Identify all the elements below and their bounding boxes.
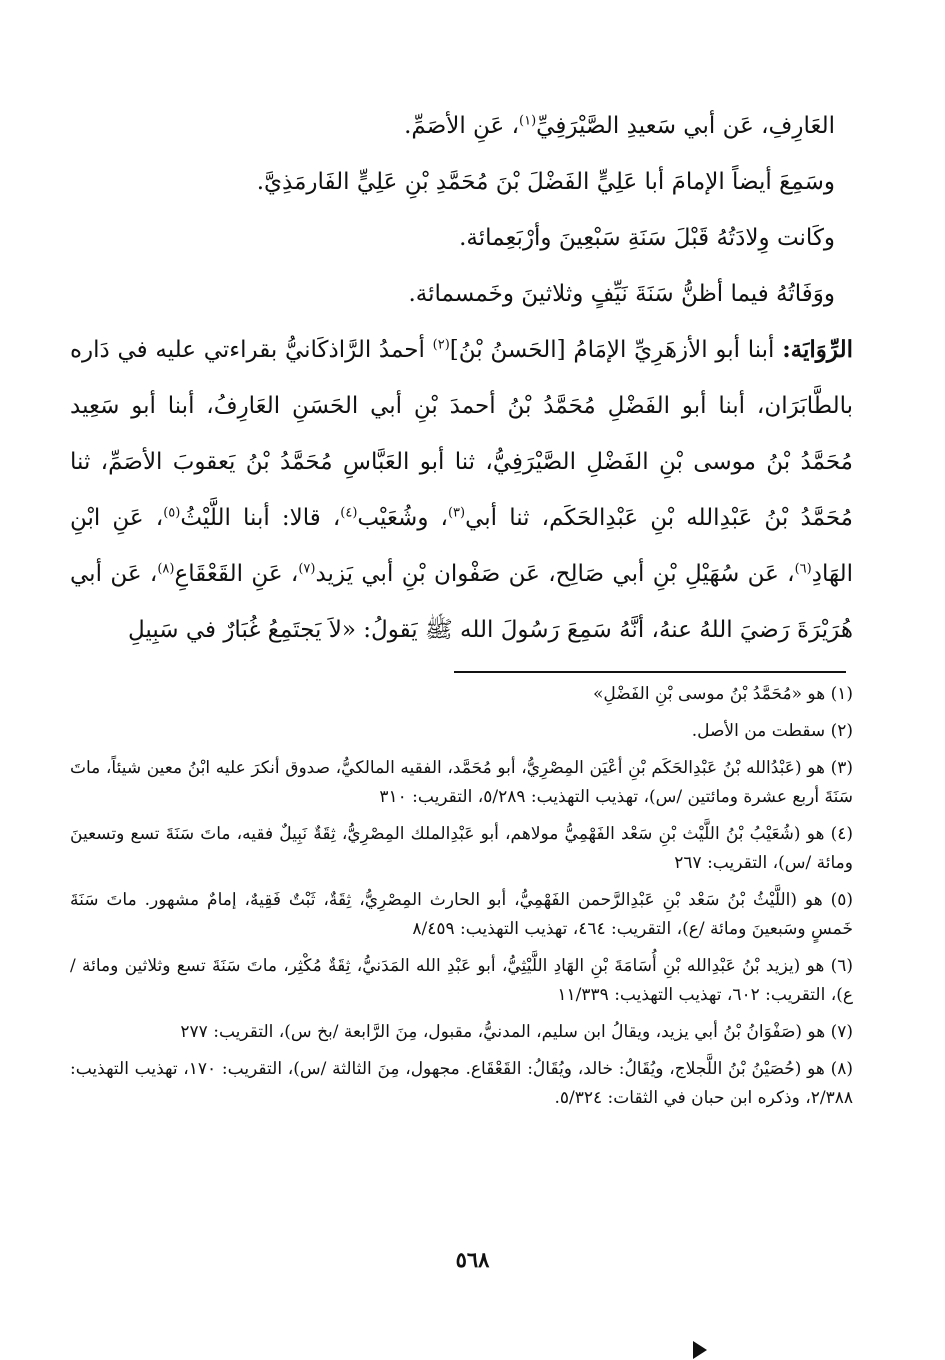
text-segment: ، وشُعَيْب <box>357 505 448 531</box>
footnote-6: (٦) هو (يزيد بْنُ عَبْدِالله بْنِ أُسَامَةَ بْنِ الهَادِ اللَّيْثِيُّ، أبو عَبْدِ الله المَدَنيُّ، ثِقَةٌ مُكْثِر، ماتَ سَنَةَ تسع وثلاثين ومائة /ع)، التقريب: ٦٠٢، تهذيب التهذيب: ١١/٣٣٩ <box>70 956 853 1005</box>
footnote-4: (٤) هو (شُعَيْبُ بْنُ اللَّيْث بْنِ سَعْد الفَهْمِيُّ مولاهم، أبو عَبْدِالملك المِصْرِيُّ، ثِقَةٌ نَبِيلٌ فقيه، ماتَ سَنَةَ تسع وتسعينَ ومائة /س)، التقريب: ٢٦٧ <box>70 824 853 873</box>
arrow-mark-icon <box>693 1341 707 1359</box>
footnotes <box>70 680 853 1121</box>
footnote-reference: (٢) <box>432 337 450 353</box>
footnote-reference: (٤) <box>340 505 358 521</box>
main-text <box>70 98 853 658</box>
text-segment: ، عَن سُهَيْلِ بْنِ أبي صَالِح، عَن صَفْوان بْنِ أبي يَزيد <box>315 561 795 587</box>
footnote-reference: (٧) <box>298 561 316 577</box>
footnote-reference: (٣) <box>447 505 466 521</box>
text-segment: العَارِفِ، عَن أبي سَعيدِ الصَّيْرَفِيِّ <box>536 113 835 139</box>
footnote-reference: (٥) <box>163 505 181 521</box>
text-segment: أحمدُ الرَّاذكَانيُّ بقراءتي عليه في دَاره بالطَّابَرَان، أبنا أبو الفَضْلِ مُحَمَّدُ بْنُ أحمدَ بْنِ أبي الحَسَنِ العَارِفُ، أبنا أبو سَعِيد مُحَمَّدُ بْنُ موسى بْنِ الفَضْلِ الصَّيْرَفِيُّ، ثنا أبو العَبَّاسِ مُحَمَّدُ بْنُ يَعقوبَ الأصَمِّ، ثنا مُحَمَّدُ بْنُ عَبْدِالله بْنِ عَبْدِالحَكَم، ثنا أبي <box>70 337 853 531</box>
text-segment: ، عَنِ ابْنِ الهَادِ <box>70 505 853 587</box>
riwaya-paragraph <box>70 322 853 658</box>
footnote-5: (٥) هو (اللَّيْثُ بْنُ سَعْد بْنِ عَبْدِالرَّحمن الفَهْمِيُّ، أبو الحارث المِصْرِيُّ، ثِقَةٌ، ثَبْتٌ فَقِيهٌ، إمامٌ مشهور. ماتَ سَنَةَ خَمسٍ وسَبعينَ ومائة /ع)، التقريب: ٤٦٤، تهذيب التهذيب: ٨/٤٥٩ <box>70 890 853 939</box>
text-segment: أبنا أبو الأزهَرِيِّ الإمَامُ [الحَسنُ بْنُ] <box>449 337 783 363</box>
footnote-7: (٧) هو (صَفْوَانُ بْنُ أبي يزيد، ويقالُ ابن سليم، المدنيُّ، مقبول، مِنَ الرَّابعة /بخ س)، التقريب: ٢٧٧ <box>180 1022 853 1042</box>
text-segment: ، عَن أبي هُرَيْرَةَ رَضيَ اللهُ عنهُ، أنَّهُ سَمِعَ رَسُولَ الله ﷺ يَقولُ: «لاَ يَجتَمِعُ غُبَارٌ في سَبِيلِ <box>70 561 853 643</box>
footnote-reference: (٨) <box>157 561 175 577</box>
footnote-8: (٨) هو (حُصَيْنُ بْنُ اللَّجلاج، ويُقَالُ: خالد، ويُقَالُ: القَعْقَاع. مجهول، مِنَ الثالثة /س)، التقريب: ١٧٠، تهذيب التهذيب: ٢/٣٨٨، وذكره ابن حبان في الثقات: ٥/٣٢٤. <box>70 1059 853 1108</box>
footnote-2: (٢) سقطت من الأصل. <box>691 721 853 741</box>
footnote-reference: (١) <box>519 113 537 129</box>
footnote-divider <box>454 671 846 673</box>
footnote-3: (٣) هو (عَبْدُالله بْنُ عَبْدِالحَكَم بْنِ أعْيَن المِصْرِيُّ، أبو مُحَمَّد، الفقيه المالكيُّ، صدوق أنكرَ عليه ابْنُ معين شيئاً، ماتَ سَنَةَ أربع عشرة ومائتين /س)، تهذيب التهذيب: ٥/٢٨٩، التقريب: ٣١٠ <box>70 758 853 807</box>
text-line-4: ووَفَاتُهُ فيما أظنُّ سَنَةَ نَيِّفٍ وثلاثينَ وخَمسمائة. <box>408 281 835 307</box>
text-line-1 <box>70 98 853 154</box>
page-number: ٥٦٨ <box>455 1247 490 1272</box>
footnote-reference: (٦) <box>794 561 812 577</box>
text-line-2: وسَمِعَ أيضاً الإمامَ أبا عَلِيٍّ الفَضْلَ بْنَ مُحَمَّدِ بْنِ عَلِيٍّ الفَارمَذِيَّ. <box>256 169 835 195</box>
footnote-1: (١) هو «مُحَمَّدُ بْنُ موسى بْنِ الفَضْلِ» <box>593 684 853 704</box>
text-line-3: وكَانت وِلادَتُهُ قَبْلَ سَنَةِ سَبْعِينَ وأرْبَعِمائة. <box>459 225 835 251</box>
text-segment: ، عَنِ القَعْقَاعِ <box>174 561 299 587</box>
text-segment: ، قالا: أبنا اللَّيْثُ <box>180 505 341 531</box>
riwaya-label: الرِّوَايَة: <box>782 336 853 363</box>
text-segment: ، عَنِ الأصَمِّ. <box>404 113 520 139</box>
